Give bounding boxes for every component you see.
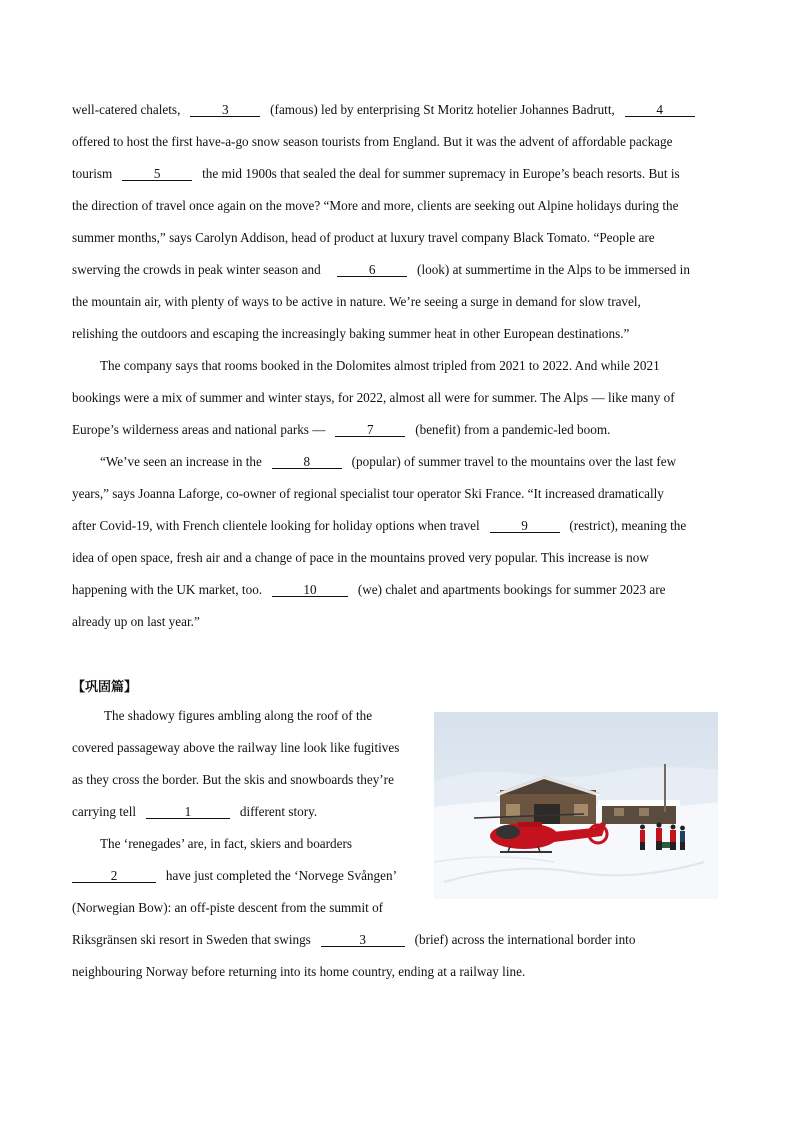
p4-line-4 (72, 804, 317, 820)
blank-7[interactable]: 7 (335, 423, 405, 437)
text: Europe’s wilderness areas and national parks — (72, 422, 326, 437)
hut (598, 800, 680, 824)
p4-line-1: The shadowy figures ambling along the roof of the (104, 708, 373, 723)
text: “We’ve seen an increase in the (100, 454, 262, 469)
text: carrying tell (72, 804, 137, 819)
p1-line-2: offered to host the first have-a-go snow season tourists from England. But it was the advent of affordable package (72, 134, 673, 149)
p3-line-2: years,” says Joanna Laforge, co-owner of regional specialist tour operator Ski France. “It increased dramatically (72, 486, 664, 501)
pole (664, 764, 666, 812)
p3-line-5 (72, 582, 665, 598)
blank-3b[interactable]: 3 (321, 933, 405, 947)
text: have just completed the ‘Norvege Svången’ (165, 868, 397, 883)
blank-8[interactable]: 8 (272, 455, 342, 469)
text: Riksgränsen ski resort in Sweden that swings (72, 932, 311, 947)
blank-2[interactable]: 2 (72, 869, 156, 883)
p4-line-8 (72, 932, 635, 948)
blank-3[interactable]: 3 (190, 103, 260, 117)
snow-helicopter-photo (434, 712, 718, 899)
blank-4[interactable]: 4 (625, 103, 695, 117)
text: swerving the crowds in peak winter season and (72, 262, 321, 277)
text: (we) chalet and apartments bookings for summer 2023 are (357, 582, 666, 597)
p1-line-7: the mountain air, with plenty of ways to be active in nature. We’re seeing a surge in demand for slow travel, (72, 294, 641, 309)
text: the mid 1900s that sealed the deal for summer supremacy in Europe’s beach resorts. But is (202, 166, 680, 181)
blank-1[interactable]: 1 (146, 805, 230, 819)
p3-line-4: idea of open space, fresh air and a change of pace in the mountains proved very popular. This increase is now (72, 550, 649, 565)
text: well-catered chalets, (72, 102, 181, 117)
p1-line-5: summer months,” says Carolyn Addison, head of product at luxury travel company Black Tomato. “People are (72, 230, 655, 245)
p1-line-4: the direction of travel once again on the move? “More and more, clients are seeking out Alpine holidays during the (72, 198, 679, 213)
p2-line-2: bookings were a mix of summer and winter stays, for 2022, almost all were for summer. The Alps — like many of (72, 390, 675, 405)
text: (popular) of summer travel to the mountains over the last few (351, 454, 677, 469)
text: (benefit) from a pandemic-led boom. (415, 422, 611, 437)
text: different story. (239, 804, 318, 819)
p4-line-9: neighbouring Norway before returning into its home country, ending at a railway line. (72, 964, 526, 979)
p4-line-5: The ‘renegades’ are, in fact, skiers and boarders (100, 836, 353, 851)
p3-line-3 (72, 518, 686, 534)
text: happening with the UK market, too. (72, 582, 263, 597)
text: (look) at summertime in the Alps to be immersed in (417, 262, 690, 277)
p1-line-8: relishing the outdoors and escaping the increasingly baking summer heat in other European destinations.” (72, 326, 630, 341)
text: (restrict), meaning the (569, 518, 687, 533)
blank-6[interactable]: 6 (337, 263, 407, 277)
p4-line-7: (Norwegian Bow): an off-piste descent from the summit of (72, 900, 384, 915)
text: after Covid-19, with French clientele looking for holiday options when travel (72, 518, 480, 533)
p3-line-6: already up on last year.” (72, 614, 200, 629)
p2-line-1: The company says that rooms booked in the Dolomites almost tripled from 2021 to 2022. And while 2021 (100, 358, 660, 373)
p1-line-6 (72, 262, 690, 278)
p4-line-6 (72, 868, 397, 884)
text: (famous) led by enterprising St Moritz hotelier Johannes Badrutt, (270, 102, 615, 117)
p4-line-2: covered passageway above the railway line look like fugitives (72, 740, 400, 755)
p1-line-1 (72, 102, 695, 118)
blank-5[interactable]: 5 (122, 167, 192, 181)
text: (brief) across the international border into (414, 932, 636, 947)
blank-9[interactable]: 9 (490, 519, 560, 533)
p3-line-1 (100, 454, 676, 470)
p1-line-3 (72, 166, 680, 182)
p4-line-3: as they cross the border. But the skis and snowboards they’re (72, 772, 394, 787)
section-title: 【巩固篇】 (72, 680, 138, 695)
blank-10[interactable]: 10 (272, 583, 348, 597)
text: tourism (72, 166, 113, 181)
p2-line-3 (72, 422, 610, 438)
